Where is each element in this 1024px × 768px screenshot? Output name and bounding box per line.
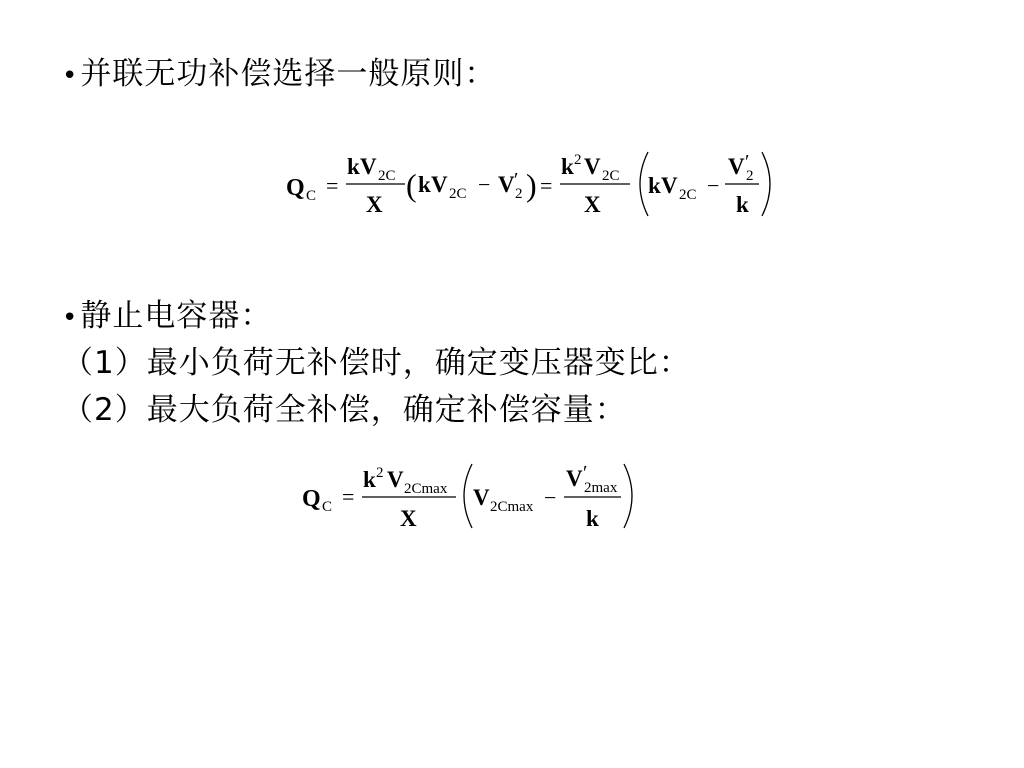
formula-sub: 2 (746, 168, 754, 184)
formula-equals: = (540, 173, 553, 198)
formula-sub: 2 (515, 186, 523, 202)
step-2-text (62, 392, 627, 428)
formula-k: k (648, 173, 661, 198)
formula-v: V (387, 467, 404, 492)
formula-square: 2 (376, 465, 384, 481)
formula-q-sub: C (306, 188, 317, 204)
bullet-icon: • (62, 61, 79, 91)
formula-paren-close: ) (526, 167, 537, 203)
formula-k: k (363, 467, 376, 492)
formula-q-sub: C (322, 499, 333, 515)
formula-x: X (400, 506, 417, 531)
big-paren-open (464, 464, 472, 528)
formula-sub: 2C (449, 186, 467, 202)
step-1-label: （1）最小负荷无补偿时，确定变压器变比： (62, 345, 691, 381)
formula-sub: 2C (679, 187, 697, 203)
formula-minus: − (478, 172, 491, 197)
step-1-text (62, 345, 691, 381)
formula-minus: − (544, 485, 557, 510)
step-2-label: （2）最大负荷全补偿，确定补偿容量： (62, 392, 627, 428)
formula-sub: 2Cmax (490, 499, 534, 515)
heading-static-capacitor-text: 静止电容器： (80, 298, 273, 334)
formula-v: V (473, 485, 490, 510)
formula-v: V (431, 172, 448, 197)
big-paren-open (640, 152, 648, 216)
formula-2-svg (300, 460, 660, 536)
formula-q: Q (302, 486, 321, 512)
formula-shunt-compensation (284, 146, 784, 227)
heading-shunt-compensation (62, 56, 496, 94)
formula-sub: 2Cmax (404, 481, 448, 497)
heading-shunt-compensation-text: 并联无功补偿选择一般原则： (80, 56, 497, 92)
formula-equals: = (326, 173, 339, 198)
formula-sub: 2max (584, 480, 618, 496)
bullet-icon: • (62, 303, 79, 333)
formula-sub: 2C (602, 168, 620, 184)
formula-v: V (661, 173, 678, 198)
formula-k: k (347, 154, 360, 179)
formula-sub: 2C (378, 168, 396, 184)
formula-v: V (566, 466, 583, 491)
formula-v: V (584, 154, 601, 179)
formula-k: k (586, 506, 599, 531)
formula-x: X (584, 192, 601, 217)
big-paren-close (762, 152, 770, 216)
formula-prime: ′ (514, 169, 519, 191)
formula-minus: − (707, 173, 720, 198)
formula-prime: ′ (583, 462, 588, 484)
big-paren-close (624, 464, 632, 528)
formula-compensation-capacity (300, 460, 660, 541)
formula-paren-open: ( (406, 167, 417, 203)
formula-v: V (498, 172, 515, 197)
formula-x: X (366, 192, 383, 217)
formula-1-svg (284, 146, 784, 222)
formula-k: k (736, 192, 749, 217)
formula-prime: ′ (745, 151, 750, 173)
formula-v: V (360, 154, 377, 179)
formula-equals: = (342, 484, 355, 509)
formula-k: k (418, 172, 431, 197)
formula-q: Q (286, 175, 305, 201)
heading-static-capacitor (62, 298, 272, 336)
formula-square: 2 (574, 152, 582, 168)
formula-v: V (728, 154, 745, 179)
formula-k: k (561, 154, 574, 179)
